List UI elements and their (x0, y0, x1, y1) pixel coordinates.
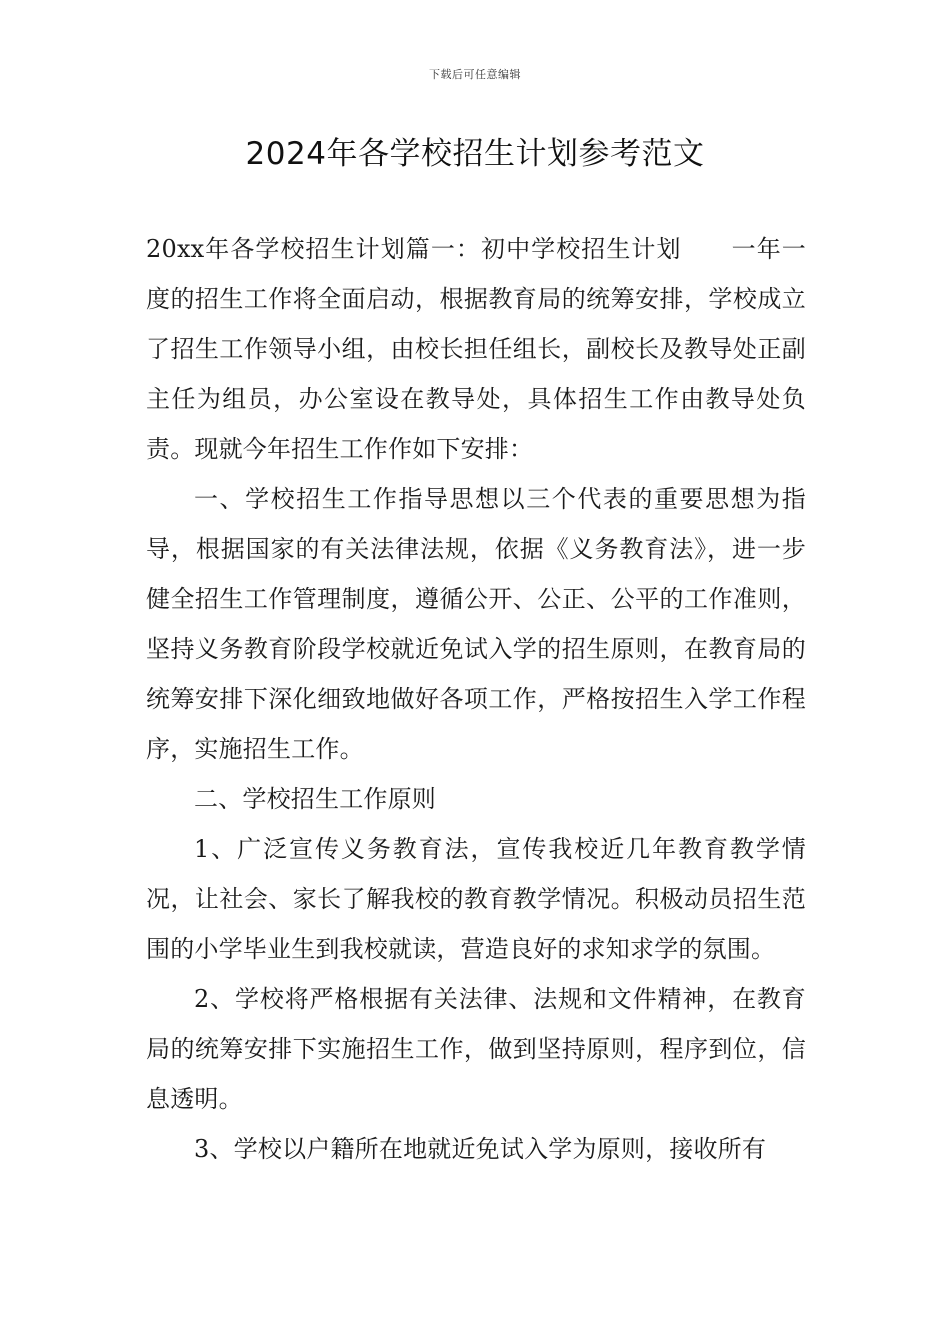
paragraph-item-1: 1、广泛宣传义务教育法，宣传我校近几年教育教学情况，让社会、家长了解我校的教育教学情况。积极动员招生范围的小学毕业生到我校就读，营造良好的求知求学的氛围。 (146, 835, 806, 963)
paragraph-intro: 20xx年各学校招生计划篇一：初中学校招生计划 一年一度的招生工作将全面启动，根据教育局的统筹安排，学校成立了招生工作领导小组，由校长担任组长，副校长及教导处正副主任为组员，办公室设在教导处，具体招生工作由教导处负责。现就今年招生工作作如下安排： (146, 235, 806, 463)
paragraph-item-3: 3、学校以户籍所在地就近免试入学为原则，接收所有 (194, 1135, 767, 1163)
document-title: 2024年各学校招生计划参考范文 (245, 136, 705, 172)
document-body (146, 224, 806, 1174)
paragraph-guiding-ideology: 一、学校招生工作指导思想以三个代表的重要思想为指导，根据国家的有关法律法规，依据《义务教育法》，进一步健全招生工作管理制度，遵循公开、公正、公平的工作准则，坚持义务教育阶段学校就近免试入学的招生原则，在教育局的统筹安排下深化细致地做好各项工作，严格按招生入学工作程序，实施招生工作。 (146, 485, 806, 763)
header-note: 下载后可任意编辑 (429, 68, 521, 81)
paragraph-item-2: 2、学校将严格根据有关法律、法规和文件精神，在教育局的统筹安排下实施招生工作，做到坚持原则，程序到位，信息透明。 (146, 985, 806, 1113)
paragraph-principles-heading: 二、学校招生工作原则 (194, 785, 436, 813)
